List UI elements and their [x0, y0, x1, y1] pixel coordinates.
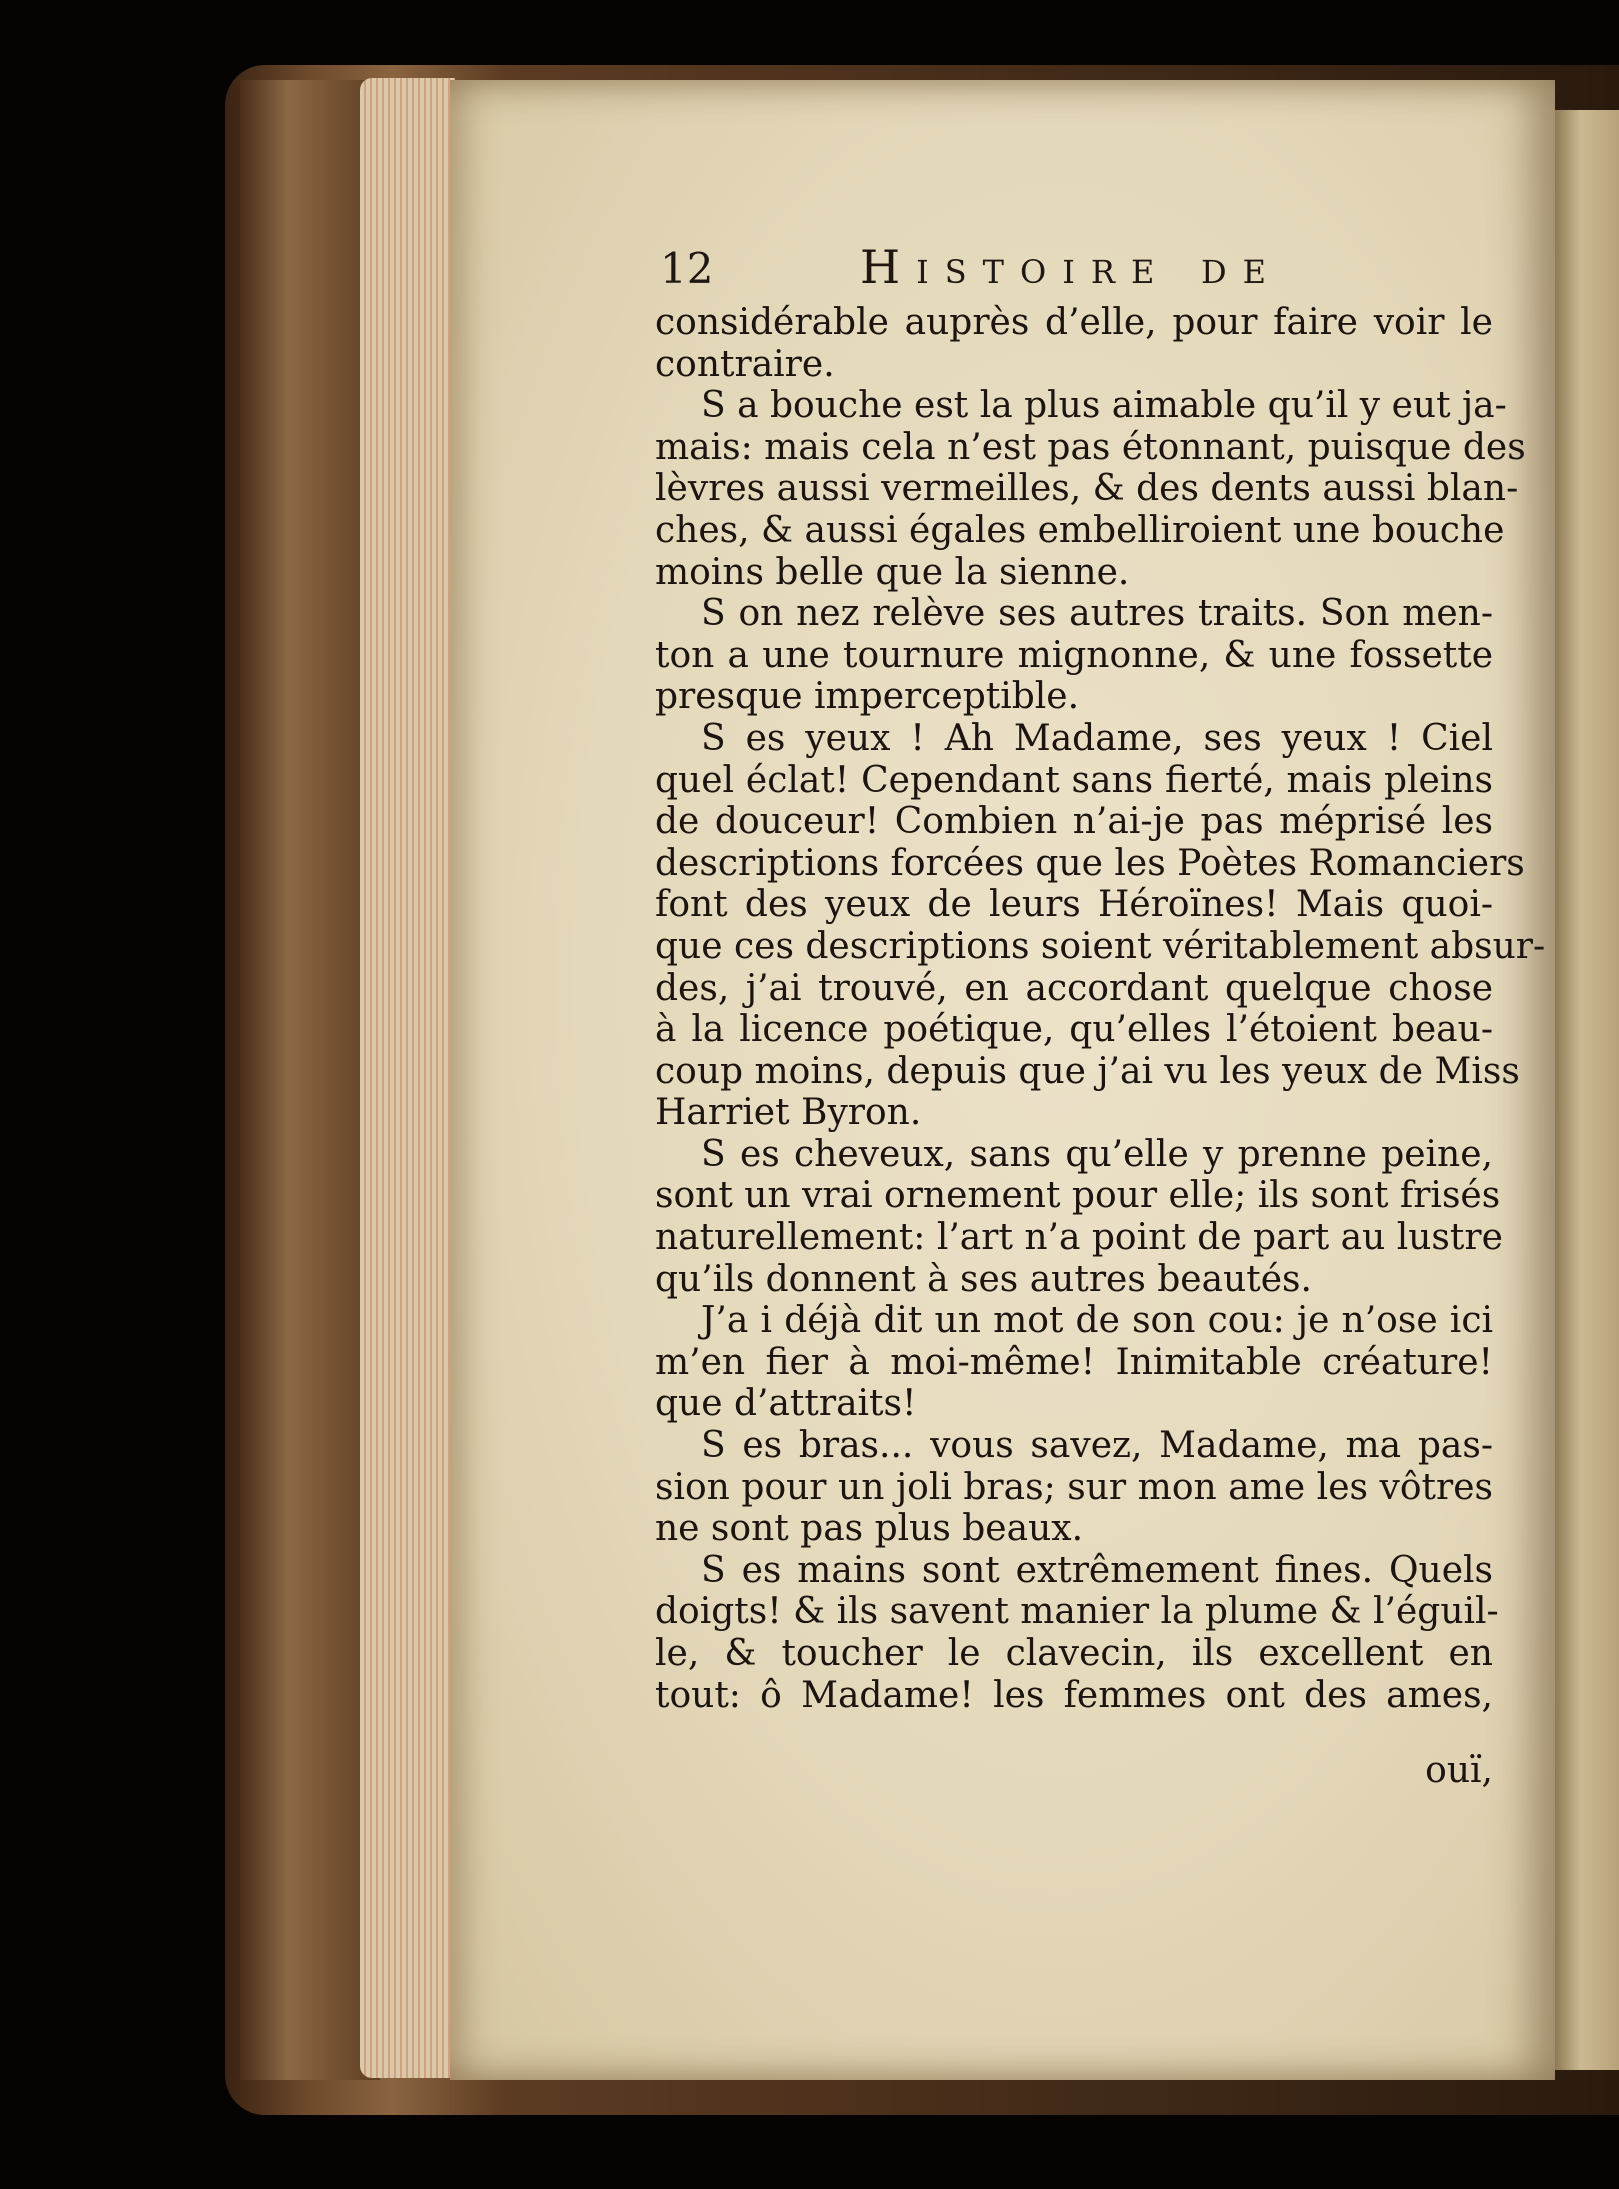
text-line: presque imperceptible.	[655, 676, 1080, 718]
text-line: de douceur! Combien n’ai-je pas méprisé les	[655, 801, 1493, 843]
text-line: J’a i déjà dit un mot de son cou: je n’ose ici	[701, 1300, 1493, 1342]
text-line: tout: ô Madame! les femmes ont des ames,	[655, 1674, 1493, 1716]
text-line: considérable auprès d’elle, pour faire voir le	[655, 302, 1493, 343]
text-line: ches, & aussi égales embelliroient une bouche	[655, 509, 1505, 551]
running-title: Histoire de	[860, 240, 1282, 294]
text-line: Harriet Byron.	[655, 1092, 922, 1134]
text-line: mais: mais cela n’est pas étonnant, puisque des	[655, 426, 1526, 468]
text-line: sion pour un joli bras; sur mon ame les vôtres	[655, 1466, 1493, 1508]
text-line: à la licence poétique, qu’elles l’étoient beau-	[655, 1009, 1493, 1051]
text-line: S es mains sont extrêmement fines. Quels	[701, 1549, 1493, 1591]
running-head	[660, 240, 1510, 300]
text-line: le, & toucher le clavecin, ils excellent en	[655, 1633, 1493, 1674]
facing-page-edge	[1555, 110, 1619, 2070]
text-line: ton a une tournure mignonne, & une fossette	[655, 634, 1493, 676]
text-line: S on nez relève ses autres traits. Son men-	[701, 593, 1493, 635]
text-line: moins belle que la sienne.	[655, 551, 1130, 593]
text-line: ne sont pas plus beaux.	[655, 1508, 1084, 1550]
text-line: naturellement: l’art n’a point de part au lustre	[655, 1217, 1503, 1259]
text-line: m’en fier à moi-même! Inimitable créature!	[655, 1341, 1493, 1383]
text-line: que d’attraits!	[655, 1383, 917, 1425]
text-line: doigts! & ils savent manier la plume & l’éguil-	[655, 1591, 1499, 1633]
body-text	[655, 302, 1546, 1716]
text-line: lèvres aussi vermeilles, & des dents aussi blan-	[655, 468, 1519, 510]
text-line: S a bouche est la plus aimable qu’il y eut ja-	[701, 385, 1507, 427]
cover-leather	[240, 80, 380, 2080]
text-line: contraire.	[655, 343, 835, 385]
page-edges	[360, 78, 455, 2078]
text-line: quel éclat! Cependant sans fierté, mais pleins	[655, 759, 1493, 801]
text-line: S es cheveux, sans qu’elle y prenne peine,	[701, 1133, 1493, 1175]
text-line: coup moins, depuis que j’ai vu les yeux de Miss	[655, 1050, 1520, 1092]
text-line: sont un vrai ornement pour elle; ils sont frisés	[655, 1175, 1501, 1217]
text-line: des, j’ai trouvé, en accordant quelque chose	[655, 967, 1493, 1009]
text-line: S es yeux ! Ah Madame, ses yeux ! Ciel	[701, 717, 1493, 759]
catchword: ouï,	[1425, 1750, 1493, 1791]
text-line: qu’ils donnent à ses autres beautés.	[655, 1258, 1312, 1300]
text-line: font des yeux de leurs Héroïnes! Mais quoi-	[655, 884, 1493, 926]
text-line: S es bras... vous savez, Madame, ma pas-	[701, 1425, 1493, 1467]
page-number: 12	[660, 244, 714, 293]
text-line: descriptions forcées que les Poètes Romanciers	[655, 842, 1525, 884]
text-line: que ces descriptions soient véritablement absur-	[655, 925, 1546, 967]
